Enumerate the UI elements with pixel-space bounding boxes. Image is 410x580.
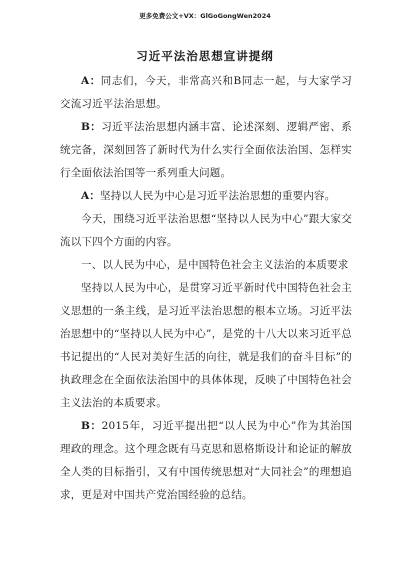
paragraph [60, 116, 352, 185]
document-title: 习近平法治思想宣讲提纲 [136, 49, 274, 63]
paragraph [60, 70, 352, 116]
paragraph [60, 185, 352, 208]
paragraph-text: 习近平法治思想内涵丰富、论述深刻、逻辑严密、系统完备，深刻回答了新时代为什么实行全面依法治国、怎样实行全面依法治国等一系列重大问题。 [60, 121, 352, 179]
paragraph-text: 坚持以人民为中心，是贯穿习近平新时代中国特色社会主义思想的一条主线，是习近平法治思想的根本立场。习近平法治思想中的“坚持以人民为中心”，是党的十八大以来习近平总书记提出的“人民对美好生活的向往，就是我们的奋斗目标”的执政理念在全面依法治国中的具体体现，反映了中国特色社会主义法治的本质要求。 [60, 282, 352, 409]
paragraph [60, 208, 352, 254]
speaker-label: B： [81, 121, 102, 133]
speaker-label: B： [81, 420, 102, 432]
section-heading [60, 254, 352, 277]
paragraph [60, 277, 352, 415]
paragraph-text: 一、以人民为中心，是中国特色社会主义法治的本质要求 [81, 259, 349, 271]
paragraph [60, 415, 352, 507]
speaker-label: A： [81, 75, 101, 87]
paragraph-text: 坚持以人民为中心是习近平法治思想的重要内容。 [100, 190, 336, 202]
document-body [60, 70, 352, 507]
paragraph-text: 同志们，今天，非常高兴和B同志一起，与大家学习交流习近平法治思想。 [60, 75, 352, 110]
paragraph-text: 2015年，习近平提出把“以人民为中心”作为其治国理政的理念。这个理念既有马克思和恩格斯设计和论证的解放全人类的目标指引，又有中国传统思想对“大同社会”的理想追求，更是对中国共产党治国经验的总结。 [60, 420, 352, 501]
paragraph-text: 今天，围绕习近平法治思想“坚持以人民为中心”跟大家交流以下四个方面的内容。 [60, 213, 352, 248]
speaker-label: A： [81, 190, 101, 202]
header-note: 更多免费公文+VX：GlGoGongWen2024 [139, 12, 271, 20]
